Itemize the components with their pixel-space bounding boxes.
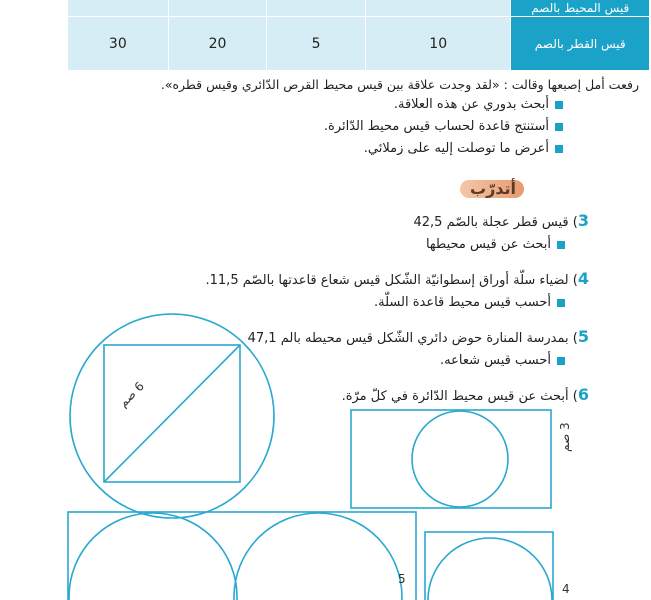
square-small: [425, 532, 553, 600]
exercise-3: 3) قيس قطر عجلة بالصّم 42,5: [413, 211, 589, 230]
circle-small: [428, 538, 552, 600]
table-header-diameter: قيس القطر بالصم: [511, 17, 649, 70]
bottom-label-2: 4: [562, 582, 570, 596]
exercise-5: 5) بمدرسة المنارة حوض دائري الشّكل قيس محيطه بالم 47,1: [247, 327, 589, 346]
intro-text: رفعت أمل إصبعها وقالت : «لقد وجدت علاقة بين قيس محيط القرص الدّائري وقيس قطره».: [160, 77, 639, 92]
rectangle: [351, 410, 551, 508]
intro-item: أستنتج قاعدة لحساب قيس محيط الدّائرة.: [324, 118, 563, 136]
circle-square-figure: [70, 314, 274, 518]
exercise-6: 6) أبحث عن قيس محيط الدّائرة في كلّ مرّة.: [341, 385, 589, 404]
exercise-3-task: أبحث عن قيس محيطها: [426, 236, 565, 254]
table-cell: 30: [68, 17, 169, 70]
section-title: أتدرّب: [470, 179, 517, 198]
rect-two-circles-figure: [68, 512, 416, 600]
exercise-5-task: أحسب قيس شعاعه.: [440, 352, 565, 370]
bottom-label-1: 5: [398, 572, 406, 586]
rect-height-label: 3 صم: [558, 422, 572, 452]
circle-right: [234, 513, 402, 600]
square-circle-figure: [425, 532, 553, 600]
circle-left: [69, 513, 237, 600]
rect-circle-figure: [351, 410, 551, 508]
inscribed-circle: [412, 411, 508, 507]
table-cell: 5: [267, 17, 366, 70]
intro-item: أعرض ما توصلت إليه على زملائي.: [364, 140, 563, 158]
table-header-circumference: قيس المحيط بالصم: [511, 0, 649, 16]
intro-item: أبحث بدوري عن هذه العلاقة.: [394, 96, 563, 114]
table-cell: 20: [169, 17, 268, 70]
exercise-4-task: أحسب قيس محيط قاعدة السلّة.: [374, 294, 565, 312]
rectangle-long: [68, 512, 416, 600]
diagonal-line: [104, 345, 240, 482]
table-cell: 10: [366, 17, 512, 70]
exercise-4: 4) لضياء سلّة أوراق إسطوانيّة الشّكل قيس شعاع قاعدتها بالصّم 11,5.: [205, 269, 589, 288]
diagonal-label: 6 صم: [116, 379, 147, 410]
